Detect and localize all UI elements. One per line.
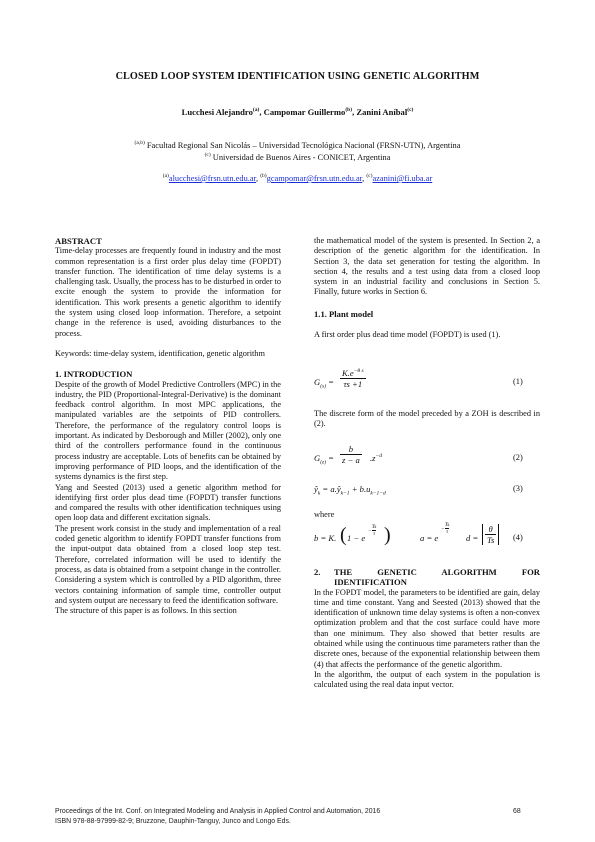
section-2-title-line1: THE GENETIC ALGORITHM FOR	[334, 567, 540, 577]
footer-line: Proceedings of the Int. Conf. on Integrated Modeling and Analysis in Applied Control and Automation, 2016	[55, 808, 381, 815]
section-2-paragraph: In the algorithm, the output of each system in the population is calculated using the real data input vector.	[314, 669, 540, 690]
equation-1	[314, 368, 540, 398]
eq4-b: b = K.	[314, 533, 337, 543]
paper-title: CLOSED LOOP SYSTEM IDENTIFICATION USING GENETIC ALGORITHM	[115, 71, 480, 82]
section-2	[314, 567, 540, 691]
eq4-number: (4)	[513, 533, 523, 542]
eq4-paren-open: (	[340, 524, 347, 546]
plant-text-2	[314, 409, 540, 430]
where-text	[314, 510, 540, 520]
eq1-fraction: $\frac{K.e^{-\theta s}}{\tau s +1}$	[342, 368, 364, 389]
eq2-number: (2)	[513, 453, 523, 462]
email-sup: (b)	[260, 173, 267, 180]
affiliation	[0, 141, 595, 150]
affiliation-sup: (c)	[204, 152, 211, 159]
intro-paragraph: the mathematical model of the system is presented. In Section 2, a description of the genetic algorithm for the identification. In Section 3, the data set generation for testing the algorithm. In section 4, the results and a test using data from a closed loop system in an industrial facility and conclusions in Section 5. Finally, future works in Section 6.	[314, 236, 540, 297]
section-2-paragraph: In the FOPDT model, the parameters to be identified are gain, delay time and time constant. Yang and Seested (2013) showed that the identification of unknown time delay systems is often a non-convex optimization problem and that the cost surface could have more than one minimum. They also showed that better results are obtained while using the continuous time parameters rather than the discrete ones, because of the exponential relationship between them (4) that affects the performance of the genetic algorithm.	[314, 587, 540, 669]
intro-paragraph: Despite of the growth of Model Predictive Controllers (MPC) in the industry, the PID (Proportional-Integral-Derivative) is the dominant feedback control algorithm. In most MPC applications, the manipulated variables are the setpoints of PID controllers. Therefore, the performance of the regulatory control loops is important. As indicated by Desborough and Miller (2002), only one third of the controllers performance found in the continuous process industry are acceptable. Lots of benefits can be obtained by improving performance of PID loops, and the identification of the systems dynamics is the first step.	[55, 379, 281, 482]
eq1-lhs: $G_{(s)}$ =	[314, 377, 334, 390]
eq2-fraction: $\frac{b}{z - a}$	[342, 444, 360, 465]
abstract-body: Time-delay processes are frequently found in industry and the most common representation is a first order plus delay time (FOPDT) transfer function. The identification of time delay systems is a challenging task. Usually, the process has to be disturbed in order to excite enough the system to provide the information for identification. This work presents a genetic algorithm to identify the system using closed loop information. Therefore, a setpoint change in the reference is used, avoiding disturbances to the process.	[55, 246, 281, 338]
page-number: 68	[513, 808, 521, 815]
email-link[interactable]: azanini@fi.uba.ar	[372, 174, 433, 183]
equation-4	[314, 522, 540, 552]
footer-line: ISBN 978-88-97999-82-9; Bruzzone, Dauphin-Tanguy, Junco and Longo Eds.	[55, 817, 291, 825]
affiliation-text: Universidad de Buenos Aires - CONICET, Argentina	[210, 153, 391, 162]
intro-paragraph: The structure of this paper is as follows. In this section	[55, 606, 237, 616]
author-sup: (c)	[407, 107, 414, 114]
author-list: Lucchesi Alejandro$^{(a)}$, Campomar Guillermo$^{(b)}$, Zanini Aníbal$^{(c)}$	[181, 107, 414, 117]
plant-paragraph: The discrete form of the model preceded by a ZOH is described in (2).	[314, 409, 540, 429]
abstract-heading: ABSTRACT	[55, 236, 102, 246]
where-label: where	[314, 510, 335, 519]
eq4-paren-close: )	[384, 524, 391, 546]
right-column-top	[314, 236, 540, 340]
eq2-lhs: $G_{(z)}$ =	[314, 453, 334, 466]
affiliation-text: Facultad Regional San Nicolás – Universidad Tecnológica Nacional (FRSN-UTN), Argentina	[144, 141, 461, 150]
author-name: Campomar Guillermo	[263, 107, 346, 117]
email-sup: (c)	[366, 173, 373, 180]
section-2-heading	[314, 567, 540, 577]
intro-paragraph: The present work consist in the study and implementation of a real coded genetic algorithm to identify FOPDT transfer functions from the input-output data obtained from a closed loop step test. Therefore, correlated information will be used to identify the process, as data is obtained from a setpoint change in the controller. Considering a system which is controlled by a PID algorithm, three vectors containing information of sample time, controller output and system output are necessary to feed the identification software.	[55, 523, 281, 605]
author-name: Zanini Aníbal	[356, 107, 408, 117]
affiliation	[0, 153, 595, 162]
plant-heading: 1.1. Plant model	[314, 308, 374, 319]
email-sup: (a)	[162, 173, 169, 180]
eq4-a-exp: − $\frac{Ts}{\tau}$	[441, 522, 450, 535]
eq3-body: $ŷ_k$ = $a.ŷ_{k-1} + b.u_{k-1-d}$	[314, 484, 386, 497]
author-sup: (b)	[345, 107, 353, 114]
keywords: Keywords: time-delay system, identification, genetic algorithm	[55, 348, 265, 358]
section-2-number: 2.	[314, 567, 321, 577]
affiliation-sup: (a,b)	[134, 140, 145, 147]
intro-paragraph: Yang and Seested (2013) used a genetic algorithm method for identifying first order plus dead time (FOPDT) transfer functions and compared the results with other identification techniques using open loop data and different excitation signals.	[55, 482, 281, 523]
eq3-number: (3)	[513, 484, 523, 493]
section-2-title-line2: IDENTIFICATION	[334, 577, 407, 588]
eq2-delay: $.z^{-d}$	[370, 453, 382, 463]
equation-2	[314, 444, 540, 472]
author-sup: (a)	[252, 107, 260, 114]
intro-heading: 1. INTRODUCTION	[55, 369, 133, 380]
eq4-a: a = e	[420, 533, 439, 543]
eq4-d-fraction: $\frac{\theta}{Ts}$	[482, 524, 499, 545]
eq1-number: (1)	[513, 377, 523, 386]
eq4-b-body: 1 − e	[347, 533, 366, 543]
email-link[interactable]: alucchesi@frsn.utn.edu.ar	[168, 174, 257, 183]
footer	[55, 807, 495, 826]
email-list: $^{(a)}$alucchesi@frsn.utn.edu.ar, $^{(b)}$gcampomar@frsn.utn.edu.ar, $^{(c)}$azanini@fi.uba.ar	[162, 173, 433, 183]
eq4-b-exp: − $\frac{Ts}{\tau}$	[368, 524, 377, 537]
email-link[interactable]: gcampomar@frsn.utn.edu.ar	[266, 174, 363, 183]
equation-3	[314, 484, 540, 498]
plant-paragraph: A first order plus dead time model (FOPDT) is used (1).	[314, 330, 501, 340]
eq4-d: d =	[466, 533, 479, 543]
left-column	[55, 236, 281, 616]
author-name: Lucchesi Alejandro	[181, 107, 253, 117]
